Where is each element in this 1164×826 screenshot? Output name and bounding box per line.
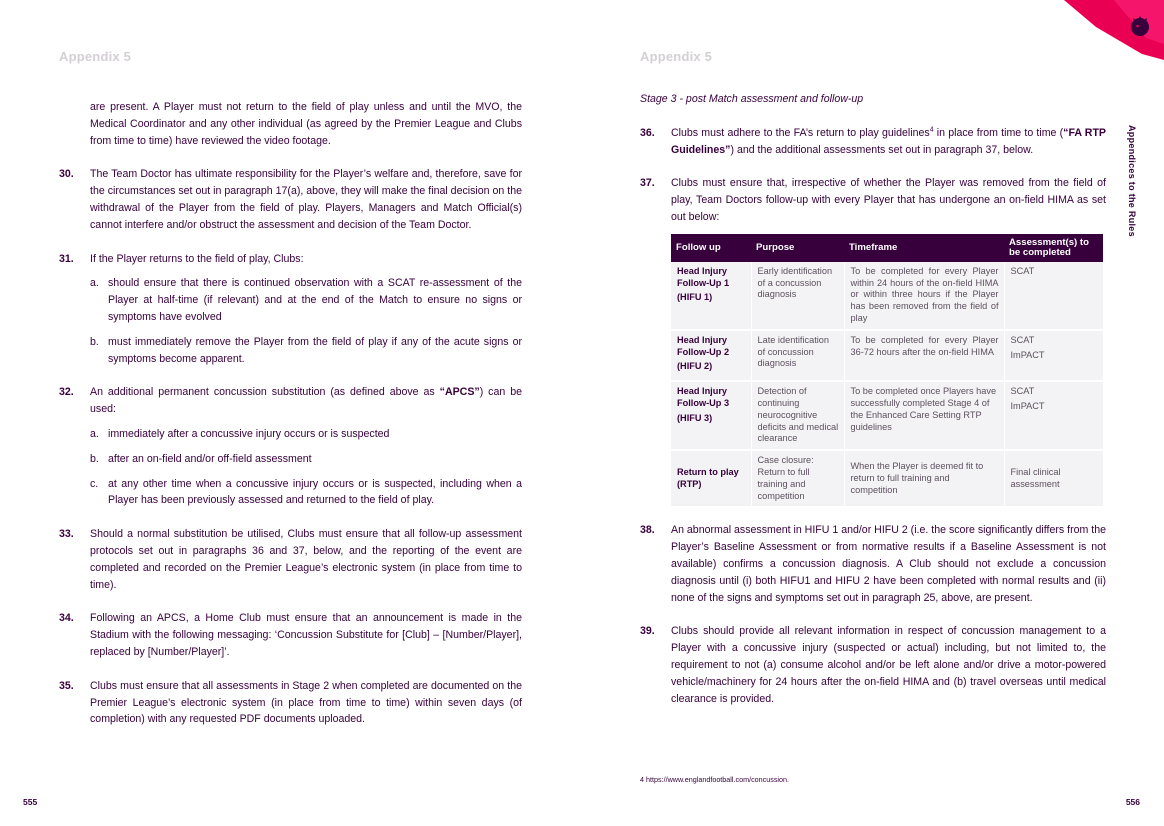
- table-header-cell: Follow up: [671, 234, 751, 262]
- paragraph-number: 32.: [59, 386, 74, 399]
- left-column: [59, 99, 522, 745]
- sub-item-letter: c.: [90, 477, 99, 490]
- table-cell-timeframe: When the Player is deemed fit to return to full training and competition: [844, 450, 1004, 507]
- sub-item-text: at any other time when a concussive injury occurs or is suspected, including when a Player has been previously assessed and returned to the field of play.: [108, 477, 522, 507]
- paragraph-31: [59, 251, 522, 368]
- paragraph-number: 38.: [640, 524, 655, 537]
- table-row: [671, 330, 1103, 381]
- sub-item-text: immediately after a concussive injury occurs or is suspected: [108, 427, 390, 440]
- table-row: [671, 381, 1103, 450]
- paragraph-number: 34.: [59, 612, 74, 625]
- continuation-text: are present. A Player must not return to the field of play unless and until the MVO, the Medical Coordinator and any other individual (as agreed by the Premier League and Clubs from time to time) have reviewed the video footage.: [90, 101, 522, 147]
- paragraph-37: [640, 175, 1106, 225]
- table-cell-follow-up: Head Injury Follow-Up 1 (HIFU 1): [671, 262, 751, 330]
- paragraph-text: Clubs must ensure that all assessments in Stage 2 when completed are documented on the Premier League’s electronic system (in place from time to time) within seven days (of completion) with any requested PDF documents uploaded.: [90, 679, 522, 726]
- paragraph-text: Clubs must ensure that, irrespective of whether the Player was removed from the field of play, Team Doctors follow-up with every Player that has undergone an on-field HIMA as set out below:: [671, 177, 1106, 223]
- paragraph-36: [640, 125, 1106, 159]
- sub-item-letter: a.: [90, 427, 99, 440]
- sub-item-a: [90, 426, 522, 443]
- paragraph-text: An abnormal assessment in HIFU 1 and/or HIFU 2 (i.e. the score significantly differs from the Player’s Baseline Assessment or from normative results if a Baseline Assessment is not available) confirms a concussion diagnosis. A Club should not exclude a concussion diagnosis until (i) both HIFU1 and HIFU 2 have been completed with normal results and (ii) none of the signs and symptoms set out in paragraph 25, above, are present.: [671, 524, 1106, 604]
- corner-graphic: [1024, 0, 1164, 60]
- paragraph-number: 30.: [59, 168, 74, 181]
- page-number: 556: [1125, 797, 1140, 807]
- table-cell-follow-up: Head Injury Follow-Up 2 (HIFU 2): [671, 330, 751, 381]
- sub-item-letter: a.: [90, 277, 99, 290]
- sub-item-b: [90, 451, 522, 468]
- paragraph-number: 36.: [640, 126, 655, 139]
- paragraph-number: 33.: [59, 528, 74, 541]
- table-header-cell: Purpose: [751, 234, 844, 262]
- side-tab-label: Appendices to the Rules: [1127, 125, 1137, 237]
- table-cell-purpose: Detection of continuing neurocognitive deficits and medical clearance: [751, 381, 844, 450]
- paragraph-39: [640, 623, 1106, 707]
- paragraph-number: 37.: [640, 177, 655, 190]
- table-cell-timeframe: To be completed for every Player 36-72 hours after the on-field HIMA: [844, 330, 1004, 381]
- premier-league-lion-icon: [1131, 16, 1149, 36]
- paragraph-38: [640, 522, 1106, 606]
- follow-up-table: [671, 234, 1103, 509]
- sub-item-b: [90, 334, 522, 368]
- sub-item-text: should ensure that there is continued observation with a SCAT re-assessment of the Player at half-time (if relevant) and at the end of the Match to ensure no signs or symptoms have evolved: [108, 277, 522, 323]
- table-cell-follow-up: Return to play (RTP): [671, 450, 751, 507]
- paragraph-30: [59, 166, 522, 233]
- paragraph-33: [59, 526, 522, 593]
- paragraph-number: 35.: [59, 679, 74, 692]
- paragraph-text: Clubs must adhere to the FA’s return to play guidelines$^4$ in place from time to time (“FA RTP Guidelines”) and the additional assessments set out in paragraph 37, below.: [671, 126, 1106, 156]
- table-cell-purpose: Case closure: Return to full training and competition: [751, 450, 844, 507]
- table-cell-assessment: Final clinical assessment: [1004, 450, 1103, 507]
- footnote-marker[interactable]: 4: [929, 126, 934, 134]
- paragraph-text: An additional permanent concussion substitution (as defined above as “APCS”) can be used:: [90, 386, 523, 416]
- sub-item-a: [90, 275, 522, 325]
- sub-item-text: must immediately remove the Player from the field of play if any of the acute signs or symptoms become apparent.: [108, 335, 522, 365]
- sub-item-letter: b.: [90, 335, 99, 348]
- table-row: [671, 450, 1103, 507]
- table-header-cell: Timeframe: [844, 234, 1004, 262]
- paragraph-32: [59, 384, 522, 509]
- footnote[interactable]: 4 https://www.englandfootball.com/concussion.: [640, 775, 790, 784]
- paragraph-text: The Team Doctor has ultimate responsibility for the Player’s welfare and, therefore, save for the circumstances set out in paragraph 17(a), above, they will make the final decision on the withdrawal of the Player from the field of play. Players, Managers and Match Official(s) cannot interfere and/or obstruct the assessment and decision of the Team Doctor.: [90, 168, 522, 231]
- right-column: [640, 91, 1106, 724]
- paragraph-text: Should a normal substitution be utilised, Clubs must ensure that all follow-up assessment protocols set out in paragraphs 36 and 37, below, and the reporting of the event are completed and recorded on the Premier League’s electronic system (in place from time to time).: [90, 528, 522, 591]
- table-cell-timeframe: To be completed once Players have successfully completed Stage 4 of the Enhanced Care Setting RTP guidelines: [844, 381, 1004, 450]
- table-cell-timeframe: To be completed for every Player within 24 hours of the on-field HIMA or within three hours if the Player has been removed from the field of play: [844, 262, 1004, 330]
- paragraph-text: If the Player returns to the field of play, Clubs:: [90, 252, 304, 265]
- sub-item-text: after an on-field and/or off-field assessment: [108, 452, 312, 465]
- table-cell-purpose: Early identification of a concussion diagnosis: [751, 262, 844, 330]
- table-cell-assessment: SCAT: [1004, 262, 1103, 330]
- paragraph-text: Following an APCS, a Home Club must ensure that an announcement is made in the Stadium with the following messaging: ‘Concussion Substitute for [Club] – [Number/Player], replaced by [Number/Player]’.: [90, 612, 522, 658]
- appendix-heading: Appendix 5: [59, 49, 132, 64]
- defined-term: “FA RTP Guidelines”: [671, 126, 1106, 156]
- paragraph-35: [59, 678, 522, 728]
- stage-heading: Stage 3 - post Match assessment and follow-up: [640, 93, 864, 105]
- page-number: 555: [23, 797, 38, 807]
- table-cell-assessment: SCAT ImPACT: [1004, 381, 1103, 450]
- table-header-row: [671, 234, 1103, 262]
- sub-item-letter: b.: [90, 452, 99, 465]
- table-cell-purpose: Late identification of concussion diagnosis: [751, 330, 844, 381]
- defined-term: “APCS”: [439, 386, 480, 399]
- table-row: [671, 262, 1103, 330]
- paragraph-number: 39.: [640, 625, 655, 638]
- side-tab[interactable]: [1127, 125, 1141, 255]
- paragraph-text: Clubs should provide all relevant information in respect of concussion management to a Player with a concussive injury (suspected or actual) including, but not limited to, the requirement to not (a) consume alcohol and/or be left alone and/or drive a motor-powered vehicle/machinery for 24 hours after the on-field HIMA and (b) travel overseas until medical clearance is provided.: [671, 625, 1106, 705]
- paragraph-number: 31.: [59, 252, 74, 265]
- paragraph-34: [59, 610, 522, 660]
- table-cell-assessment: SCAT ImPACT: [1004, 330, 1103, 381]
- sub-item-c: [90, 476, 522, 510]
- table-header-cell: Assessment(s) to be completed: [1004, 234, 1103, 262]
- appendix-heading: Appendix 5: [640, 49, 713, 64]
- right-page: [582, 0, 1164, 826]
- table-cell-follow-up: Head Injury Follow-Up 3 (HIFU 3): [671, 381, 751, 450]
